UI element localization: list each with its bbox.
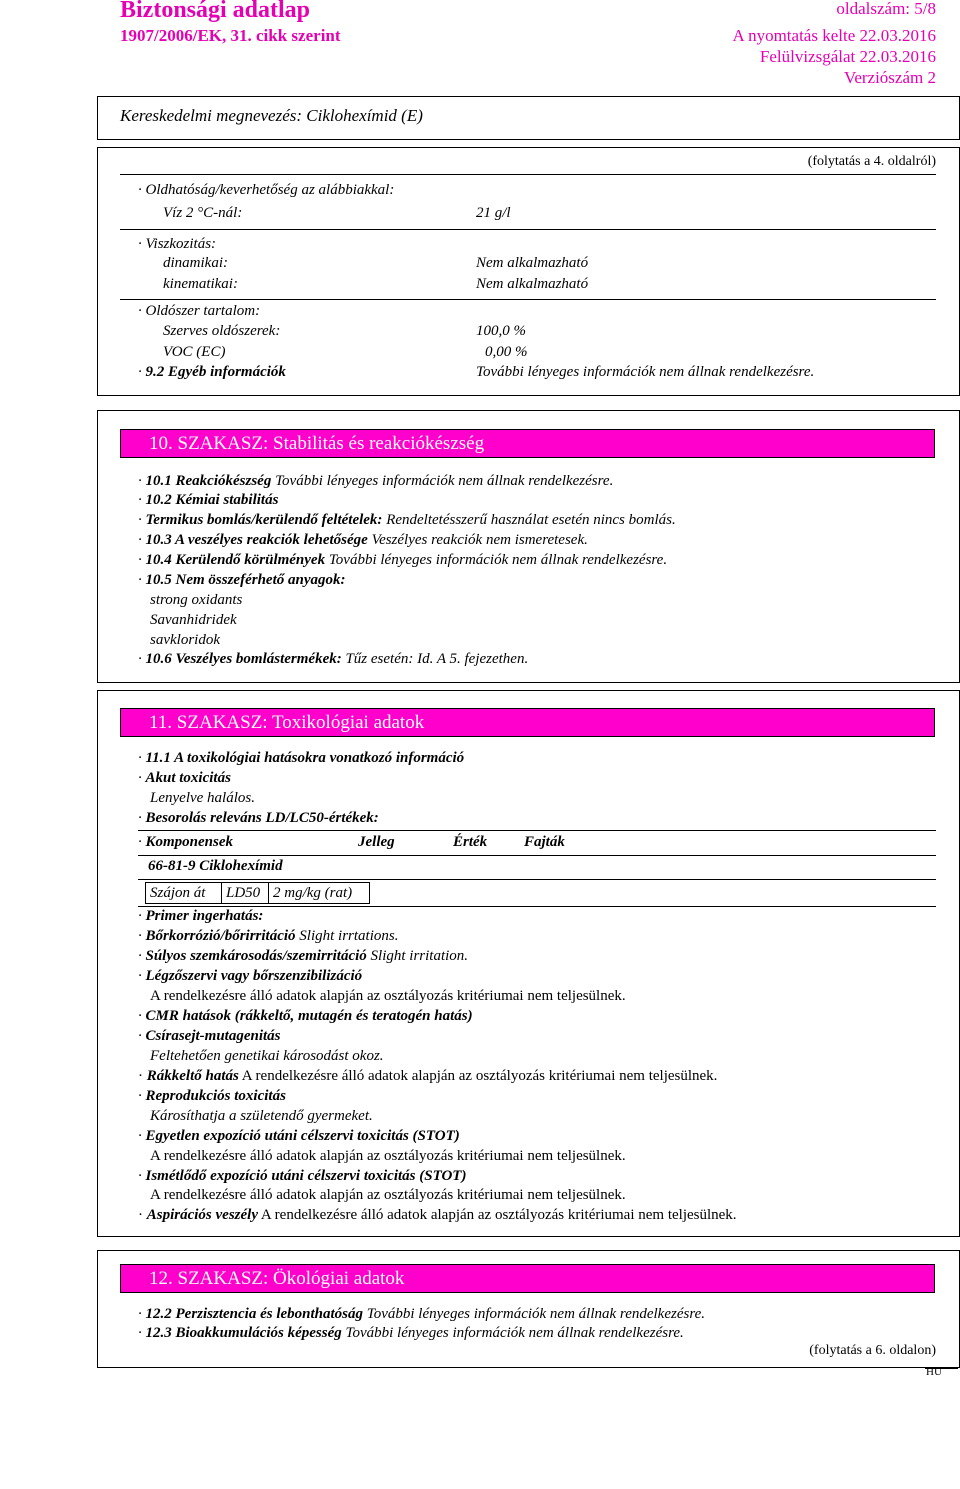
language-code: HU (926, 1366, 942, 1378)
chemical-stability-row: · 10.2 Kémiai stabilitás (138, 492, 279, 508)
viscosity-label: · Viszkozitás: (138, 236, 217, 252)
water-value: 21 g/l (476, 205, 511, 221)
acute-toxicity-value: Lenyelve halálos. (150, 790, 255, 806)
incompatible-materials-row: · 10.5 Nem összeférhető anyagok: (138, 572, 346, 588)
version-number: Verziószám 2 (843, 68, 936, 87)
other-info-row: · 9.2 Egyéb információk (138, 364, 286, 380)
continued-on-note: (folytatás a 6. oldalon) (809, 1343, 936, 1358)
primary-irritation-row: · Primer ingerhatás: (138, 908, 264, 924)
divider (120, 229, 936, 230)
skin-corrosion-row: · Bőrkorrózió/bőrirritáció Slight irrtations. (138, 928, 399, 944)
table-top-border (138, 830, 936, 831)
eye-damage-row: · Súlyos szemkárosodás/szemirritáció Slight irritation. (138, 948, 469, 964)
thermal-decomposition-row: · Termikus bomlás/kerülendő feltételek: Rendeltetésszerű használat esetén nincs bomlás. (138, 512, 676, 528)
conditions-to-avoid-row: · 10.4 Kerülendő körülmények További lényeges információk nem állnak rendelkezésre. (138, 552, 668, 568)
kinematic-label: kinematikai: (163, 276, 238, 292)
reproductive-toxicity-value: Károsíthatja a születendő gyermeket. (150, 1108, 373, 1124)
aspiration-hazard-row: · Aspirációs veszély A rendelkezésre álló adatok alapján az osztályozás kritériumai nem teljesülnek. (138, 1207, 737, 1223)
organic-solvent-value: 100,0 % (476, 323, 526, 339)
acute-toxicity-row: · Akut toxicitás (138, 770, 231, 786)
material-item: strong oxidants (150, 592, 243, 608)
solvent-label: · Oldószer tartalom: (138, 303, 261, 319)
reproductive-toxicity-row: · Reprodukciós toxicitás (138, 1088, 286, 1104)
table-cell: 2 mg/kg (rat) (268, 882, 370, 904)
table-header: Érték (453, 834, 488, 850)
sensitisation-row: · Légzőszervi vagy bőrszenzibilizáció (138, 968, 363, 984)
page-number: oldalszám: 5/8 (836, 0, 936, 18)
section-10-title: 10. SZAKASZ: Stabilitás és reakciókészség (120, 429, 935, 458)
dynamic-value: Nem alkalmazható (476, 255, 589, 271)
germ-cell-value: Feltehetően genetikai károsodást okoz. (150, 1048, 384, 1064)
table-bottom-border (138, 906, 936, 907)
dynamic-label: dinamikai: (163, 255, 228, 271)
divider (120, 299, 936, 300)
table-header: Fajták (524, 834, 565, 850)
print-date: A nyomtatás kelte 22.03.2016 (732, 26, 936, 45)
table-divider (138, 879, 936, 880)
hazardous-reactions-row: · 10.3 A veszélyes reakciók lehetősége Veszélyes reakciók nem ismeretesek. (138, 532, 588, 548)
table-cell: Szájon át (145, 882, 222, 904)
toxicological-info-row: · 11.1 A toxikológiai hatásokra vonatkozó információ (138, 750, 465, 766)
kinematic-value: Nem alkalmazható (476, 276, 589, 292)
table-header: Jelleg (358, 834, 395, 850)
revision-date: Felülvizsgálat 22.03.2016 (759, 47, 936, 66)
substance-name: 66-81-9 Ciklohexímid (148, 858, 283, 874)
stot-se-value: A rendelkezésre álló adatok alapján az osztályozás kritériumai nem teljesülnek. (150, 1148, 626, 1164)
persistence-row: · 12.2 Perzisztencia és lebonthatóság További lényeges információk nem állnak rendelkezésre. (138, 1306, 706, 1322)
germ-cell-row: · Csírasejt-mutagenitás (138, 1028, 281, 1044)
reactivity-row: · 10.1 Reakciókészség További lényeges információk nem állnak rendelkezésre. (138, 473, 614, 489)
ld-values-row: · Besorolás releváns LD/LC50-értékek: (138, 810, 379, 826)
trade-name: Kereskedelmi megnevezés: Ciklohexímid (E) (120, 106, 423, 125)
section-12-title: 12. SZAKASZ: Ökológiai adatok (120, 1264, 935, 1293)
regulation-reference: 1907/2006/EK, 31. cikk szerint (120, 26, 341, 45)
voc-label: VOC (EC) (163, 344, 226, 360)
sensitisation-value: A rendelkezésre álló adatok alapján az osztályozás kritériumai nem teljesülnek. (150, 988, 626, 1004)
cmr-row: · CMR hatások (rákkeltő, mutagén és teratogén hatás) (138, 1008, 473, 1024)
section-11-title: 11. SZAKASZ: Toxikológiai adatok (120, 708, 935, 737)
stot-se-row: · Egyetlen expozíció utáni célszervi toxicitás (STOT) (138, 1128, 460, 1144)
bioaccumulation-row: · 12.3 Bioakkumulációs képesség További lényeges információk nem állnak rendelkezésre. (138, 1325, 684, 1341)
divider (120, 174, 936, 175)
solubility-label: · Oldhatóság/keverhetőség az alábbiakkal: (138, 182, 395, 198)
material-item: Savanhidridek (150, 612, 237, 628)
water-label: Víz 2 °C-nál: (163, 205, 243, 221)
other-info-value: További lényeges információk nem állnak rendelkezésre. (476, 364, 815, 380)
continued-from-note: (folytatás a 4. oldalról) (807, 154, 936, 169)
table-divider (138, 855, 936, 856)
material-item: savkloridok (150, 632, 220, 648)
carcinogenicity-row: · Rákkeltő hatás A rendelkezésre álló adatok alapján az osztályozás kritériumai nem teljesülnek. (138, 1068, 718, 1084)
table-cell: LD50 (221, 882, 269, 904)
document-title: Biztonsági adatlap (120, 0, 311, 23)
table-header: · Komponensek (138, 834, 234, 850)
voc-value: 0,00 % (485, 344, 528, 360)
organic-solvent-label: Szerves oldószerek: (163, 323, 281, 339)
stot-re-row: · Ismétlődő expozíció utáni célszervi toxicitás (STOT) (138, 1168, 467, 1184)
decomposition-products-row: · 10.6 Veszélyes bomlástermékek: Tűz esetén: Id. A 5. fejezethen. (138, 651, 529, 667)
stot-re-value: A rendelkezésre álló adatok alapján az osztályozás kritériumai nem teljesülnek. (150, 1187, 626, 1203)
